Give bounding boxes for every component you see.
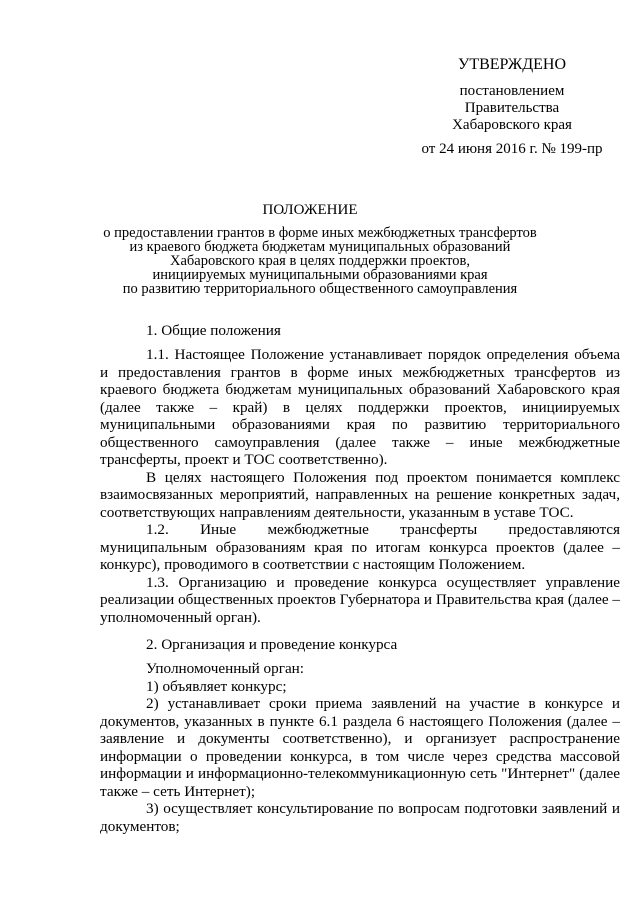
- paragraph: 3) осуществляет консультирование по вопросам подготовки заявлений и документов;: [100, 800, 620, 835]
- paragraph: 2) устанавливает сроки приема заявлений на участие в конкурсе и документов, указанных в пункте 6.1 раздела 6 настоящего Положения (далее – заявление и документы соответственно), и организует распространение информации о проведении конкурса, в том числе через средства массовой информации и информационно-телекоммуникационную сеть "Интернет" (далее также – сеть Интернет);: [100, 695, 620, 800]
- paragraph: 1.1. Настоящее Положение устанавливает порядок определения объема и предоставления грантов в форме иных межбюджетных трансфертов из краевого бюджета бюджетам муниципальных образований Хабаровского края (далее также – край) в целях поддержки проектов, инициируемых муниципальными образованиями края по развитию территориального общественного самоуправления (далее также – иные межбюджетные трансферты, проект и ТОС соответственно).: [100, 346, 620, 468]
- document-subtitle: [100, 226, 540, 296]
- section-2-heading: 2. Организация и проведение конкурса: [146, 636, 398, 653]
- section-1-body: [100, 346, 620, 626]
- subtitle-line: по развитию территориального общественного самоуправления: [122, 281, 518, 297]
- approval-line: Хабаровского края: [452, 117, 572, 133]
- paragraph: В целях настоящего Положения под проектом понимается комплекс взаимосвязанных мероприятий, направленных на решение конкретных задач, соответствующих направлениям деятельности, указанным в уставе ТОС.: [100, 468, 620, 521]
- approval-line: Правительства: [464, 100, 560, 116]
- paragraph: Уполномоченный орган:: [146, 660, 305, 677]
- subtitle-line: из краевого бюджета бюджетам муниципальных образований: [129, 239, 511, 255]
- approval-stamp: [402, 56, 622, 158]
- approval-date: от 24 июня 2016 г. № 199-пр: [421, 141, 603, 157]
- subtitle-line: инициируемых муниципальными образованиями края: [152, 267, 488, 283]
- paragraph: 1) объявляет конкурс;: [146, 677, 287, 695]
- paragraph: 1.3. Организацию и проведение конкурса осуществляет управление реализации общественных проектов Губернатора и Правительства края (далее – уполномоченный орган).: [100, 573, 620, 626]
- document-title: ПОЛОЖЕНИЕ: [262, 202, 358, 218]
- approval-line: постановлением: [459, 83, 565, 99]
- subtitle-line: Хабаровского края в целях поддержки проектов,: [170, 253, 470, 269]
- approval-heading: УТВЕРЖДЕНО: [457, 56, 566, 73]
- section-1-heading: 1. Общие положения: [146, 322, 281, 339]
- section-2-body: [100, 660, 620, 835]
- paragraph: 1.2. Иные межбюджетные трансферты предоставляются муниципальным образованиям края по итогам конкурса проектов (далее – конкурс), проводимого в соответствии с настоящим Положением.: [100, 521, 620, 573]
- subtitle-line: о предоставлении грантов в форме иных межбюджетных трансфертов: [103, 225, 537, 241]
